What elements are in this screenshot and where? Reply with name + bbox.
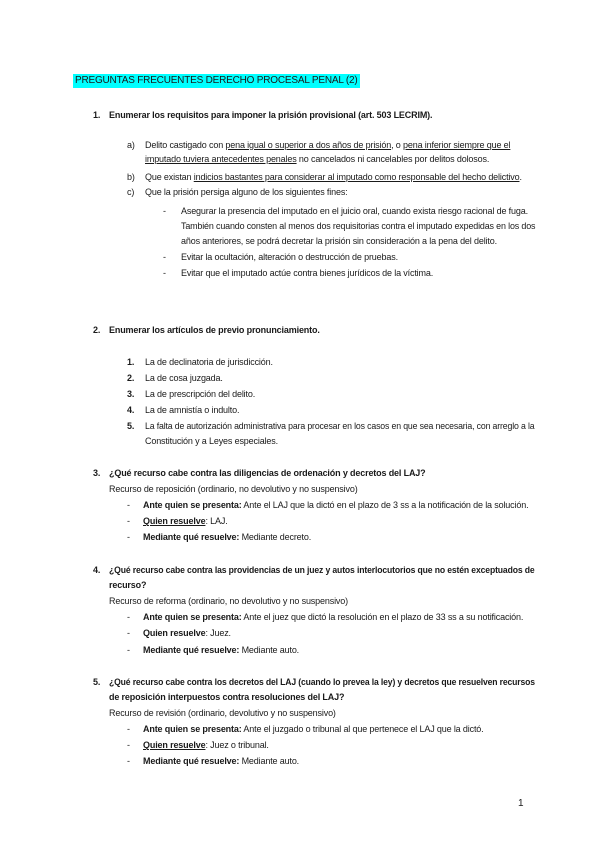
q4-question-line1: ¿Qué recurso cabe contra las providencias de un juez y autos interlocutorios que no estén exceptuados de [109,565,535,575]
q4-line2 [127,627,231,640]
q2-item2: La de cosa juzgada. [145,373,223,383]
dash-bullet: - [127,532,130,542]
q1-b-label: b) [127,172,135,182]
q3-line3-label: Mediante qué resuelve: [143,532,240,542]
q3-line1-label: Ante quien se presenta: [143,500,242,510]
q3-line3 [127,531,311,544]
q1-b-underline: indicios bastantes para considerar al imputado como responsable del hecho delictivo [193,172,520,182]
q1-c-text: Que la prisión persiga alguno de los siguientes fines: [145,187,348,197]
q3-answer: Recurso de reposición (ordinario, no devolutivo y no suspensivo) [109,484,358,494]
q4-line1 [127,611,523,624]
q1-a-underline2b: imputado tuviera antecedentes penales [145,154,297,164]
q1-a-mid: , o [391,140,403,150]
q4-line3 [127,644,299,657]
q4-number: 4. [93,565,101,575]
q5-question-line1: ¿Qué recurso cabe contra los decretos del LAJ (cuando lo prevea la ley) y decretos que resuelven recursos [109,677,535,687]
q2-item3: La de prescripción del delito. [145,389,256,399]
q3-line2-label: Quien resuelve [143,516,206,526]
q1-a-underline2a: pena inferior siempre que el [403,140,511,150]
q1-c-item3: Evitar que el imputado actúe contra bienes jurídicos de la víctima. [181,268,434,278]
q4-answer: Recurso de reforma (ordinario, no devolutivo y no suspensivo) [109,596,348,606]
dash-bullet: - [127,756,130,766]
dash-bullet: - [127,645,130,655]
q5-question-line2: de reposición interpuestos contra resoluciones del LAJ? [109,692,345,702]
q5-line2-text: : Juez o tribunal. [205,740,269,750]
dash-bullet: - [127,724,130,734]
dash-bullet: - [127,628,130,638]
q5-answer: Recurso de revisión (ordinario, devolutivo y no suspensivo) [109,708,336,718]
q4-line2-label: Quien resuelve [143,628,206,638]
q2-item1: La de declinatoria de jurisdicción. [145,357,273,367]
q1-a-pre: Delito castigado con [145,140,226,150]
q1-c-label: c) [127,187,135,197]
q3-question: ¿Qué recurso cabe contra las diligencias de ordenación y decretos del LAJ? [109,468,426,478]
dash-bullet: - [163,206,166,216]
q1-c-item1-line1: Asegurar la presencia del imputado en el juicio oral, cuando exista riesgo racional de fuga. [181,206,528,216]
q3-line1 [127,499,528,512]
q2-number: 2. [93,325,101,335]
q1-a-line2 [145,153,489,166]
q1-a-underline1: pena igual o superior a dos años de prisión [225,140,392,150]
q1-b-pre: Que existan [145,172,194,182]
q5-line1-text: Ante el juzgado o tribunal al que pertenece el LAJ que la dictó. [241,724,484,734]
q3-line2-text: : LAJ. [205,516,228,526]
q2-item3-number: 3. [127,389,135,399]
dash-bullet: - [163,252,166,262]
q5-line1 [127,723,484,736]
q3-line2 [127,515,228,528]
q4-line1-label: Ante quien se presenta: [143,612,242,622]
q5-line3-label: Mediante qué resuelve: [143,756,240,766]
page-number: 1 [518,798,524,809]
q2-item1-number: 1. [127,357,135,367]
dash-bullet: - [163,268,166,278]
q5-line1-label: Ante quien se presenta: [143,724,242,734]
q2-item5-line1: La falta de autorización administrativa para procesar en los casos en que sea necesaria, con arreglo a la [145,421,535,431]
q1-a-post: no cancelados ni cancelables por delitos dolosos. [296,154,490,164]
q4-question-line2: recurso? [109,580,147,590]
q2-question: Enumerar los artículos de previo pronunciamiento. [109,325,320,335]
dash-bullet: - [127,516,130,526]
q5-number: 5. [93,677,101,687]
q3-line3-text: Mediante decreto. [239,532,312,542]
q5-line3 [127,755,299,768]
q3-line1-text: Ante el LAJ que la dictó en el plazo de 3 ss a la notificación de la solución. [241,500,529,510]
q2-item2-number: 2. [127,373,135,383]
q1-c-item2: Evitar la ocultación, alteración o destrucción de pruebas. [181,252,398,262]
q2-item5-number: 5. [127,421,135,431]
q2-item5-line2: Constitución y a Leyes especiales. [145,436,278,446]
q1-c-item1-line2: También cuando consten al menos dos requisitorias contra el imputado expedidas en los dos [181,221,536,231]
dash-bullet: - [127,500,130,510]
q1-b-post: . [519,172,522,182]
q5-line2-label: Quien resuelve [143,740,206,750]
q1-a-label: a) [127,140,135,150]
q1-number: 1. [93,110,101,120]
q5-line2 [127,739,269,752]
q2-item4-number: 4. [127,405,135,415]
dash-bullet: - [127,612,130,622]
dash-bullet: - [127,740,130,750]
q4-line3-text: Mediante auto. [239,645,300,655]
q2-item4: La de amnistía o indulto. [145,405,240,415]
q4-line1-text: Ante el juez que dictó la resolución en el plazo de 33 ss a su notificación. [241,612,524,622]
q1-a-line1 [145,139,510,152]
q1-b-line [145,171,522,184]
q4-line3-label: Mediante qué resuelve: [143,645,240,655]
q4-line2-text: : Juez. [205,628,231,638]
document-title: PREGUNTAS FRECUENTES DERECHO PROCESAL PENAL (2) [75,75,358,86]
q1-c-item1-line3: años anteriores, se podrá decretar la prisión sin consideración a la pena del delito. [181,236,497,246]
q3-number: 3. [93,468,101,478]
q5-line3-text: Mediante auto. [239,756,300,766]
q1-question: Enumerar los requisitos para imponer la prisión provisional (art. 503 LECRIM). [109,110,433,120]
